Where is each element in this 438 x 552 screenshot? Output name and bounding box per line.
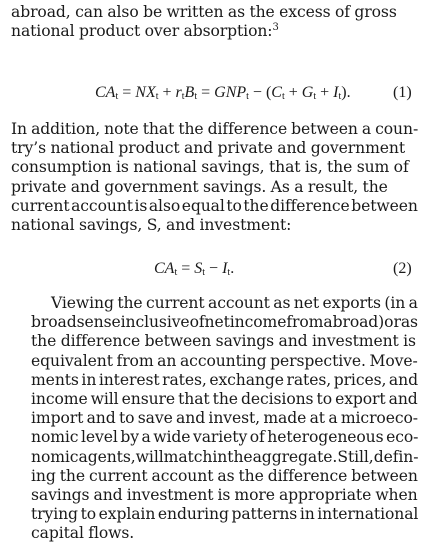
text-line: equivalent from an accounting perspective. Move- <box>31 351 418 370</box>
text-line: nomic level by a wide variety of heterogeneous eco- <box>31 428 419 447</box>
paragraph-1 <box>11 3 418 41</box>
text-line: current account is also equal to the difference between <box>11 196 418 215</box>
text-line: capital flows. <box>31 524 135 543</box>
equation-1: $CA_t = NX_t + r_tB_t = GNP_t - (C_t + G_t + I_t)$. <box>95 84 351 102</box>
text-line: savings and investment is more appropriate when <box>31 486 418 505</box>
text-line: broad sense inclusive of net income from abroad) or as <box>31 313 418 332</box>
text-line: consumption is national savings, that is, the sum of <box>11 158 409 177</box>
text-line: Viewing the current account as net exports (in a <box>51 294 418 312</box>
text-line: income will ensure that the decisions to export and <box>31 390 418 409</box>
text-line: trying to explain enduring patterns in international <box>31 505 419 524</box>
text-line: ing the current account as the difference between <box>31 466 418 485</box>
text-line: ments in interest rates, exchange rates, prices, and <box>31 370 418 389</box>
text-line: In addition, note that the difference between a coun- <box>11 120 419 138</box>
text-line: national product over absorption:$^3$ <box>11 22 279 41</box>
text-line: nomic agents, will match in the aggregate. Still, defin- <box>31 447 419 466</box>
footnote-marker[interactable]: 3 <box>272 22 279 34</box>
text-line: abroad, can also be written as the excess of gross <box>11 3 397 21</box>
equation-1-number: (1) <box>393 84 412 101</box>
equation-2-number: (2) <box>393 260 412 277</box>
text-line: try’s national product and private and government <box>11 139 405 158</box>
paragraph-3 <box>11 294 418 544</box>
text-line: import and to save and invest, made at a microeco- <box>31 409 418 428</box>
text-line: the difference between savings and investment is <box>31 332 416 351</box>
text-line: national savings, S, and investment: <box>11 216 292 235</box>
text-line: private and government savings. As a result, the <box>11 177 388 196</box>
paragraph-2 <box>11 120 418 235</box>
equation-2: $CA_t = S_t - I_t$. <box>154 260 235 278</box>
